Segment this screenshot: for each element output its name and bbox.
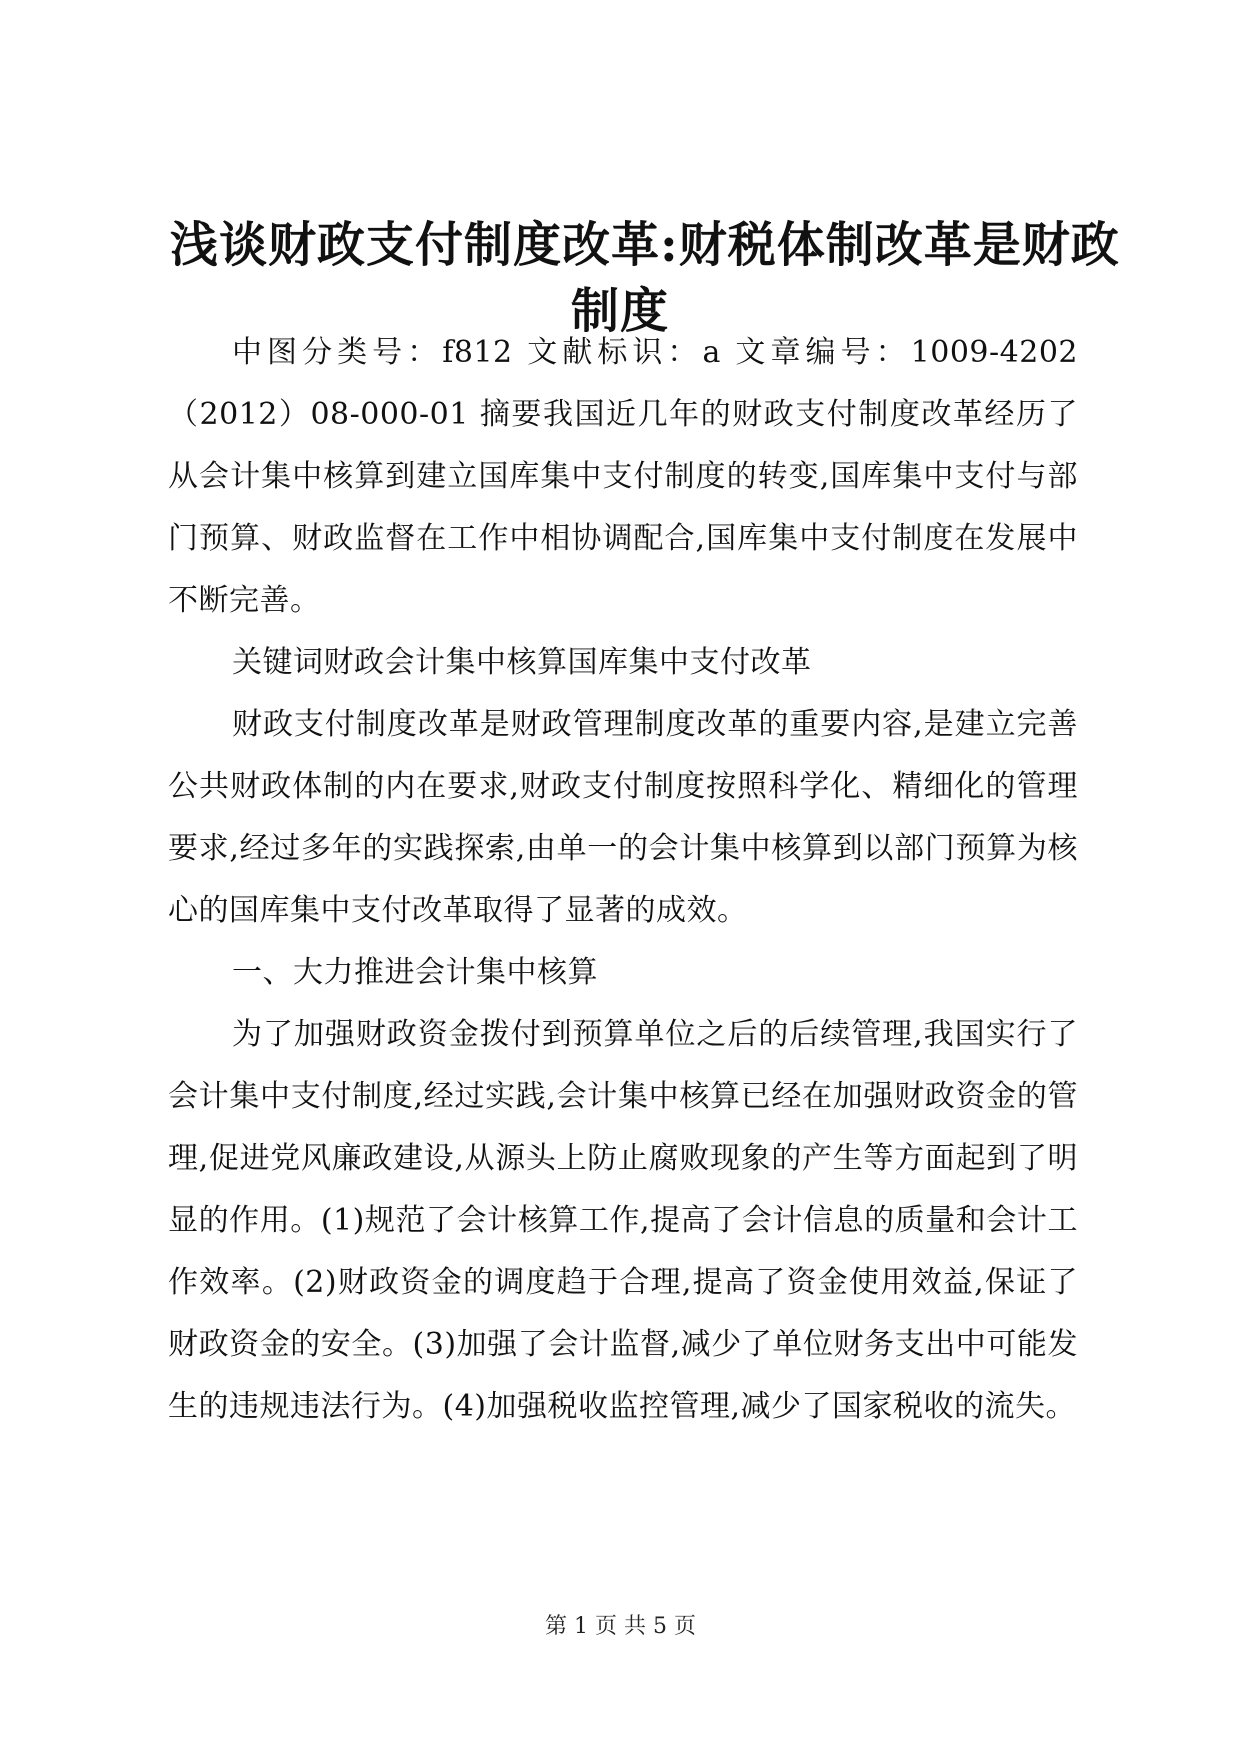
section-paragraph: 为了加强财政资金拨付到预算单位之后的后续管理,我国实行了会计集中支付制度,经过实践,会计集中核算已经在加强财政资金的管理,促进党风廉政建设,从源头上防止腐败现象的产生等方面起到了明显的作用。(1)规范了会计核算工作,提高了会计信息的质量和会计工作效率。(2)财政资金的调度趋于合理,提高了资金使用效益,保证了财政资金的安全。(3)加强了会计监督,减少了单位财务支出中可能发生的违规违法行为。(4)加强税收监控管理,减少了国家税收的流失。 (168, 1017, 1078, 1424)
page-footer (0, 1612, 1241, 1642)
abstract-paragraph: 中图分类号：f812 文献标识：a 文章编号：1009-4202（2012）08-000-01 摘要我国近几年的财政支付制度改革经历了从会计集中核算到建立国库集中支付制度的转变,国库集中支付与部门预算、财政监督在工作中相协调配合,国库集中支付制度在发展中不断完善。 (168, 335, 1078, 618)
section-heading: 一、大力推进会计集中核算 (232, 955, 598, 990)
title-line-2: 制度 (570, 283, 669, 339)
page-number-label: 第 1 页 共 5 页 (545, 1614, 696, 1639)
title-line-1: 浅谈财政支付制度改革:财税体制改革是财政 (170, 217, 1120, 273)
intro-paragraph: 财政支付制度改革是财政管理制度改革的重要内容,是建立完善公共财政体制的内在要求,财政支付制度按照科学化、精细化的管理要求,经过多年的实践探索,由单一的会计集中核算到以部门预算为核心的国库集中支付改革取得了显著的成效。 (168, 707, 1078, 928)
document-body (168, 322, 1078, 1438)
keywords-paragraph: 关键词财政会计集中核算国库集中支付改革 (232, 645, 812, 680)
